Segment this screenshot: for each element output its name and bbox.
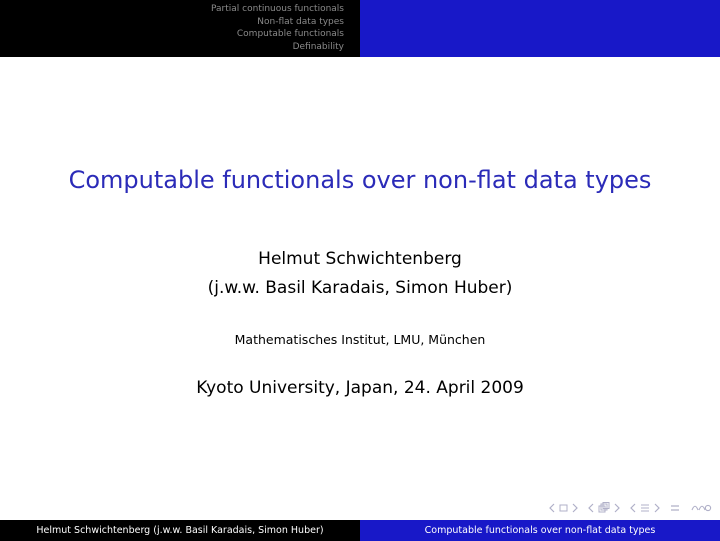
author-name: Helmut Schwichtenberg xyxy=(258,249,462,269)
nav-frame-icon[interactable] xyxy=(559,503,568,513)
section-link-computable-functionals[interactable]: Computable functionals xyxy=(236,29,344,39)
section-link-definability[interactable]: Definability xyxy=(292,41,344,52)
section-link-partial-continuous-functionals[interactable]: Partial continuous functionals xyxy=(211,4,344,14)
section-navigation xyxy=(211,3,344,53)
navigation-symbols xyxy=(545,502,712,514)
footer-bar xyxy=(0,520,720,541)
footer-author: Helmut Schwichtenberg (j.w.w. Basil Karadais, Simon Huber) xyxy=(0,520,360,541)
nav-align-icon[interactable] xyxy=(670,503,680,513)
section-link-non-flat-data-types[interactable]: Non-flat data types xyxy=(257,16,344,27)
nav-prev-subsection-icon[interactable] xyxy=(588,503,594,513)
header-right-panel xyxy=(360,0,720,57)
nav-prev-frame-icon[interactable] xyxy=(549,503,555,513)
nav-search-icon[interactable] xyxy=(690,503,712,513)
nav-next-subsection-icon[interactable] xyxy=(614,503,620,513)
footer-title: Computable functionals over non-flat data types xyxy=(360,520,720,541)
nav-next-section-icon[interactable] xyxy=(654,503,660,513)
nav-subsection-icon[interactable] xyxy=(598,502,610,514)
header-left-panel xyxy=(0,0,360,57)
slide-title: Computable functionals over non-flat data types xyxy=(68,166,652,194)
nav-prev-section-icon[interactable] xyxy=(630,503,636,513)
nav-next-frame-icon[interactable] xyxy=(572,503,578,513)
nav-section-icon[interactable] xyxy=(640,503,650,513)
header-bar xyxy=(0,0,720,57)
author-collaborators: (j.w.w. Basil Karadais, Simon Huber) xyxy=(207,278,513,298)
date-venue: Kyoto University, Japan, 24. April 2009 xyxy=(196,378,524,398)
institute: Mathematisches Institut, LMU, München xyxy=(234,332,486,347)
